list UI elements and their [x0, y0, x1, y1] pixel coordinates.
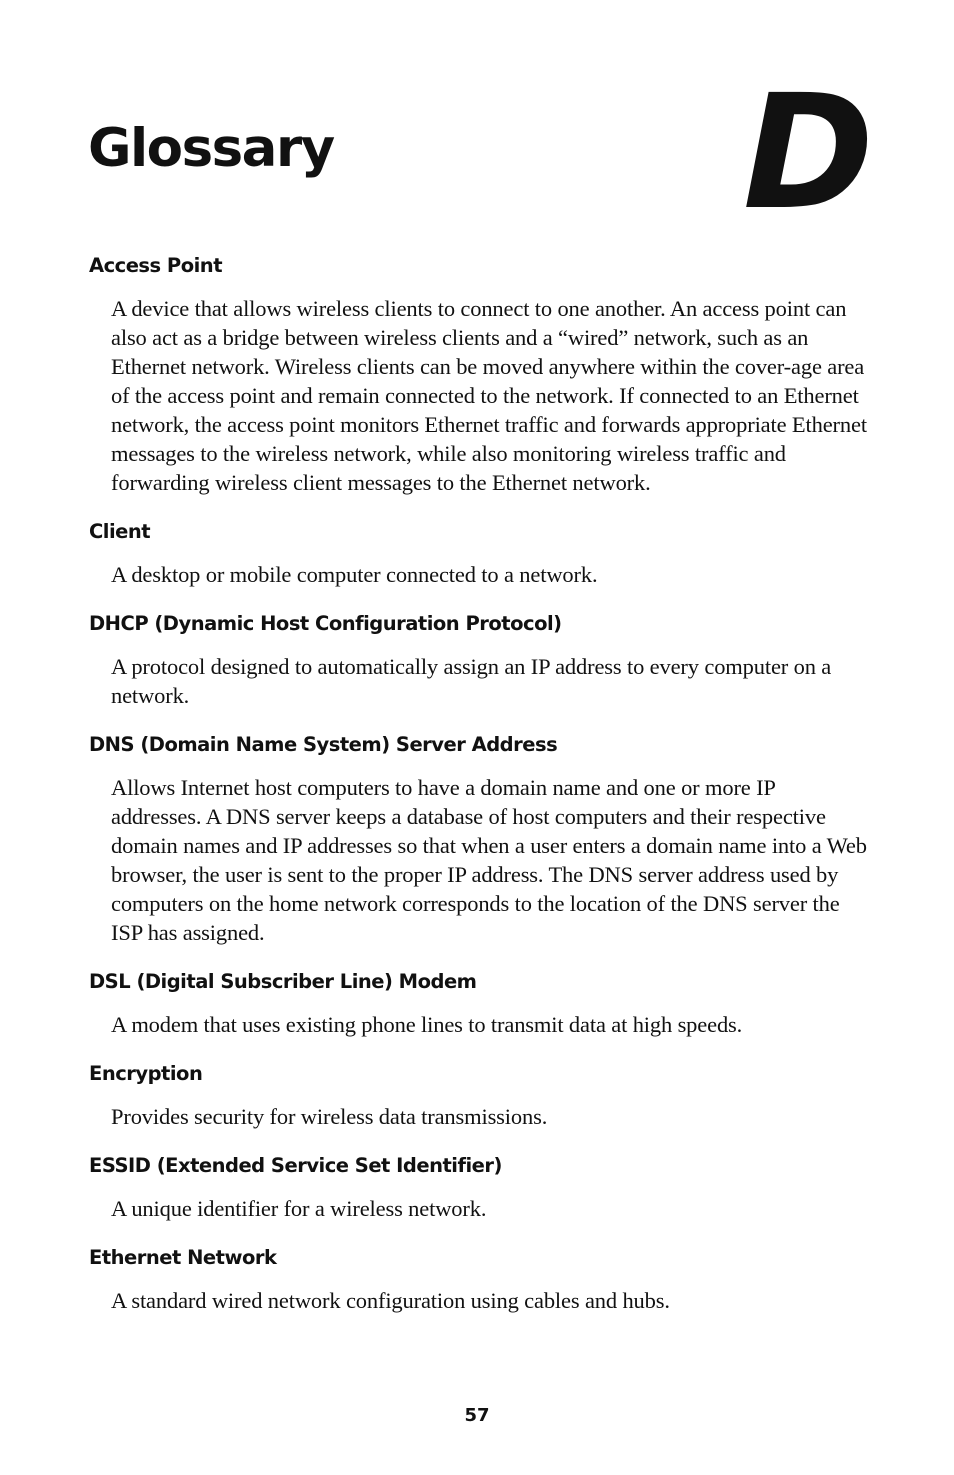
glossary-term: DNS (Domain Name System) Server Address [89, 733, 558, 756]
glossary-term: DSL (Digital Subscriber Line) Modem [89, 970, 477, 993]
glossary-entry-dns [89, 730, 869, 947]
glossary-definition: Allows Internet host computers to have a domain name and one or more IP addresses. A DNS server keeps a database of host computers and their respective domain names and IP addresses so that when a user enters a domain name into a Web browser, the user is sent to the proper IP address. The DNS server address used by computers on the home network corresponds to the location of the DNS server the ISP has assigned. [111, 775, 867, 945]
glossary-entry-essid [89, 1151, 869, 1223]
glossary-term: ESSID (Extended Service Set Identifier) [89, 1154, 502, 1177]
glossary-list [89, 251, 869, 1335]
glossary-entry-ethernet-network [89, 1243, 869, 1315]
glossary-term: Client [89, 520, 151, 543]
page-title: Glossary [88, 118, 334, 179]
glossary-term: Encryption [89, 1062, 203, 1085]
glossary-definition: A desktop or mobile computer connected to a network. [111, 562, 598, 587]
glossary-term: Ethernet Network [89, 1246, 277, 1269]
glossary-definition: A standard wired network configuration using cables and hubs. [111, 1288, 670, 1313]
glossary-term: Access Point [89, 254, 223, 277]
chapter-letter: D [742, 61, 870, 245]
glossary-entry-dhcp [89, 609, 869, 710]
glossary-definition: A protocol designed to automatically assign an IP address to every computer on a network. [111, 654, 832, 708]
glossary-entry-encryption [89, 1059, 869, 1131]
glossary-definition: A modem that uses existing phone lines to transmit data at high speeds. [111, 1012, 743, 1037]
page-number: 57 [464, 1405, 490, 1426]
glossary-definition: A unique identifier for a wireless network. [111, 1196, 487, 1221]
glossary-term: DHCP (Dynamic Host Configuration Protocol) [89, 612, 562, 635]
glossary-definition: A device that allows wireless clients to connect to one another. An access point can also act as a bridge between wireless clients and a “wired” network, such as an Ethernet network. Wireless clients can be moved anywhere within the cover-age area of the access point and remain connected to the network. If connected to an Ethernet network, the access point monitors Ethernet traffic and forwards appropriate Ethernet messages to the wireless network, while also monitoring wireless traffic and forwarding wireless client messages to the Ethernet network. [111, 296, 867, 495]
glossary-entry-client [89, 517, 869, 589]
glossary-entry-access-point [89, 251, 869, 497]
glossary-definition: Provides security for wireless data transmissions. [111, 1104, 548, 1129]
glossary-entry-dsl [89, 967, 869, 1039]
